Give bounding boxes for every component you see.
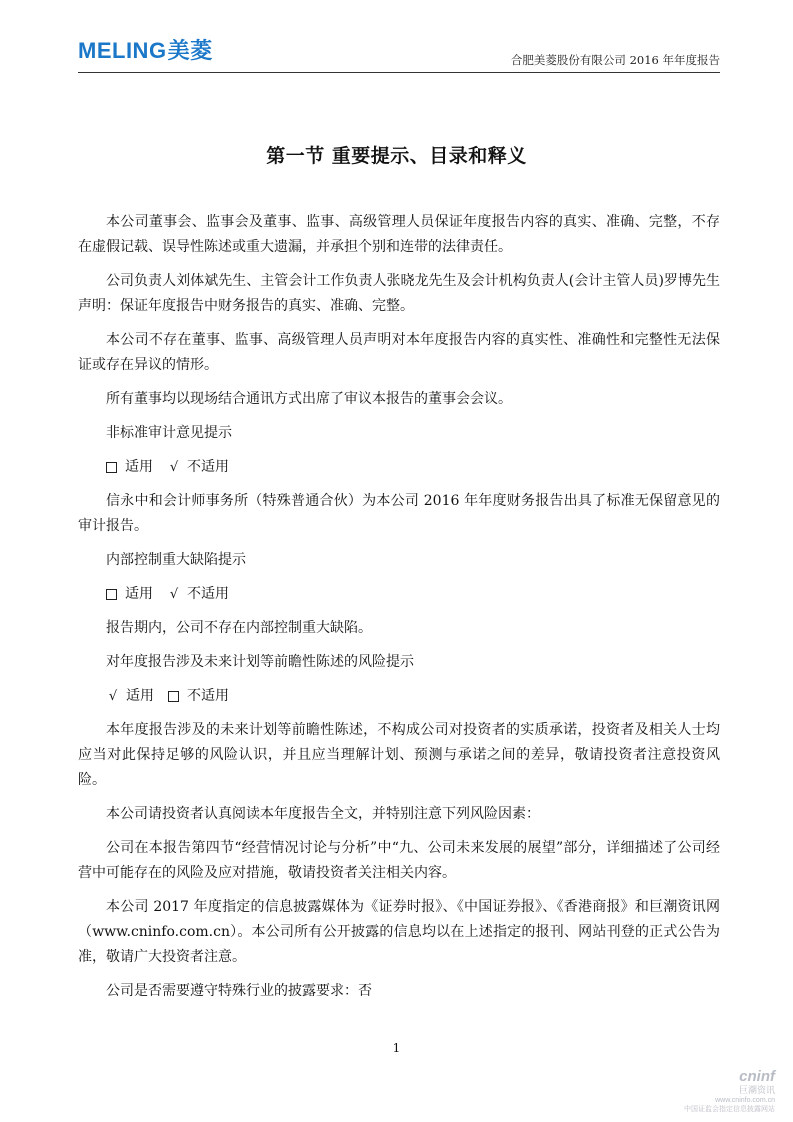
control-options xyxy=(78,582,720,607)
page-header xyxy=(78,38,720,72)
option-applicable: 适用 xyxy=(126,688,154,704)
watermark-subtitle: 中国证监会指定信息披露网站 xyxy=(684,1106,775,1113)
check-mark-icon: √ xyxy=(169,460,179,475)
paragraph-11: 公司是否需要遵守特殊行业的披露要求：否 xyxy=(106,983,372,999)
unchecked-box-icon xyxy=(168,691,179,702)
option-applicable: 适用 xyxy=(125,586,153,602)
paragraph-8: 本公司请投资者认真阅读本年度报告全文，并特别注意下列风险因素： xyxy=(106,806,540,822)
option-applicable: 适用 xyxy=(125,459,153,475)
paragraph-4: 所有董事均以现场结合通讯方式出席了审议本报告的董事会会议。 xyxy=(106,391,512,407)
option-not-applicable: 不适用 xyxy=(187,459,229,475)
section-title: 第一节 重要提示、目录和释义 xyxy=(266,145,527,167)
audit-opinion-label: 非标准审计意见提示 xyxy=(106,425,232,441)
unchecked-box-icon xyxy=(106,462,117,473)
unchecked-box-icon xyxy=(106,589,117,600)
meling-logo xyxy=(78,38,213,65)
paragraph-1: 本公司董事会、监事会及董事、监事、高级管理人员保证年度报告内容的真实、准确、完整，不存在虚假记载、误导性陈述或重大遗漏，并承担个别和连带的法律责任。 xyxy=(78,214,720,255)
check-mark-icon: √ xyxy=(169,587,179,602)
forward-risk-label: 对年度报告涉及未来计划等前瞻性陈述的风险提示 xyxy=(106,654,414,670)
report-header-title: 合肥美菱股份有限公司 2016 年年度报告 xyxy=(510,53,720,67)
paragraph-10: 本公司 2017 年度指定的信息披露媒体为《证券时报》、《中国证券报》、《香港商报》和巨潮资讯网（www.cninfo.com.cn）。本公司所有公开披露的信息均以在上述指定的报刊、网站刊登的正式公告为准，敬请广大投资者注意。 xyxy=(78,899,720,965)
paragraph-9: 公司在本报告第四节“经营情况讨论与分析”中“九、公司未来发展的展望”部分，详细描述了公司经营中可能存在的风险及应对措施，敬请投资者关注相关内容。 xyxy=(78,840,720,881)
logo-cn-text: 美菱 xyxy=(167,39,213,64)
risk-options xyxy=(78,684,720,709)
page-number: 1 xyxy=(392,1041,401,1055)
paragraph-2: 公司负责人刘体斌先生、主管会计工作负责人张晓龙先生及会计机构负责人(会计主管人员)罗博先生声明：保证年度报告中财务报告的真实、准确、完整。 xyxy=(78,273,720,314)
watermark-cn: 巨潮资讯 xyxy=(738,1085,775,1095)
internal-control-label: 内部控制重大缺陷提示 xyxy=(106,552,246,568)
option-not-applicable: 不适用 xyxy=(187,688,229,704)
paragraph-6: 报告期内，公司不存在内部控制重大缺陷。 xyxy=(106,620,372,636)
logo-text: MELING xyxy=(78,38,167,63)
option-not-applicable: 不适用 xyxy=(187,586,229,602)
watermark-logo: cninf xyxy=(739,1068,775,1085)
audit-options xyxy=(78,455,720,480)
paragraph-3: 本公司不存在董事、监事、高级管理人员声明对本年度报告内容的真实性、准确性和完整性无法保证或存在异议的情形。 xyxy=(78,332,720,373)
document-body xyxy=(78,210,720,1013)
paragraph-7: 本年度报告涉及的未来计划等前瞻性陈述，不构成公司对投资者的实质承诺，投资者及相关人士均应当对此保持足够的风险认识，并且应当理解计划、预测与承诺之间的差异，敬请投资者注意投资风险。 xyxy=(78,722,720,788)
watermark-url: www.cninfo.com.cn xyxy=(715,1097,775,1104)
header-divider xyxy=(78,72,720,73)
paragraph-5: 信永中和会计师事务所（特殊普通合伙）为本公司 2016 年年度财务报告出具了标准无保留意见的审计报告。 xyxy=(78,493,720,534)
cninfo-watermark xyxy=(684,1069,775,1114)
check-mark-icon: √ xyxy=(108,689,118,704)
